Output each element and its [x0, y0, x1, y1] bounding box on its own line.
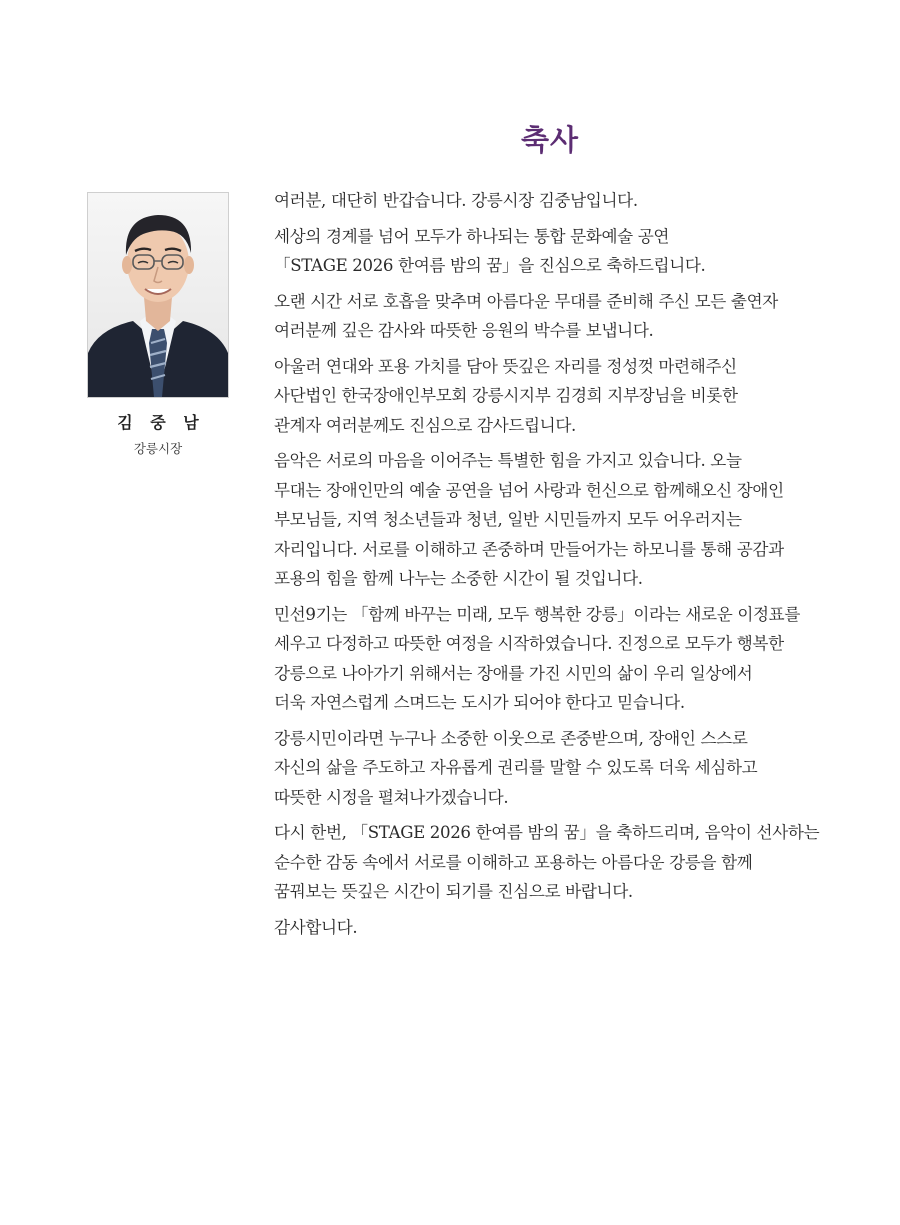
text-line: 강릉시민이라면 누구나 소중한 이웃으로 존중받으며, 장애인 스스로: [274, 728, 748, 748]
paragraph-music: [274, 446, 826, 594]
text-line: 아울러 연대와 포용 가치를 담아 뜻깊은 자리를 정성껏 마련해주신: [274, 356, 737, 376]
paragraph-vision: [274, 600, 826, 718]
text-line: 자리입니다. 서로를 이해하고 존중하며 만들어가는 하모니를 통해 공감과: [274, 539, 784, 559]
paragraph-congratulations: [274, 222, 826, 281]
paragraph-thanks: [274, 913, 826, 943]
text-line: 순수한 감동 속에서 서로를 이해하고 포용하는 아름다운 강릉을 함께: [274, 852, 753, 872]
text-line: 사단법인 한국장애인부모회 강릉시지부 김경희 지부장님을 비롯한: [274, 386, 738, 405]
text-line: 음악은 서로의 마음을 이어주는 특별한 힘을 가지고 있습니다. 오늘: [274, 451, 742, 470]
text-line: 관계자 여러분께도 진심으로 감사드립니다.: [274, 415, 576, 435]
paragraph-performers: [274, 287, 826, 346]
portrait-illustration: [88, 193, 228, 397]
profile-role: 강릉시장: [133, 441, 183, 456]
text-line: 오랜 시간 서로 호흡을 맞추며 아름다운 무대를 준비해 주신 모든 출연자: [274, 291, 778, 311]
paragraph-greeting: [274, 186, 826, 216]
paragraph-organizers: [274, 352, 826, 441]
text-line: 자신의 삶을 주도하고 자유롭게 권리를 말할 수 있도록 더욱 세심하고: [274, 758, 758, 777]
text-line: 무대는 장애인만의 예술 공연을 넘어 사랑과 헌신으로 함께해오신 장애인: [274, 480, 784, 500]
text-line: 다시 한번, 「STAGE 2026 한여름 밤의 꿈」을 축하드리며, 음악이 선사하는: [274, 823, 820, 842]
text-line: 민선9기는 「함께 바꾸는 미래, 모두 행복한 강릉」이라는 새로운 이정표를: [274, 604, 801, 624]
profile-name: 김 중 남: [117, 413, 205, 432]
text-line: 세상의 경계를 넘어 모두가 하나되는 통합 문화예술 공연: [274, 226, 670, 246]
text-line: 따뜻한 시정을 펼쳐나가겠습니다.: [274, 787, 509, 807]
text-line: 세우고 다정하고 따뜻한 여정을 시작하였습니다. 진정으로 모두가 행복한: [274, 634, 784, 653]
text-line: 감사합니다.: [274, 917, 358, 937]
paragraph-commitment: [274, 724, 826, 813]
portrait-photo: [87, 192, 229, 398]
text-line: 「STAGE 2026 한여름 밤의 꿈」을 진심으로 축하드립니다.: [274, 256, 706, 275]
paragraph-closing: [274, 818, 826, 907]
text-line: 더욱 자연스럽게 스며드는 도시가 되어야 한다고 믿습니다.: [274, 693, 685, 712]
text-line: 꿈꿔보는 뜻깊은 시간이 되기를 진심으로 바랍니다.: [274, 882, 633, 901]
text-line: 여러분께 깊은 감사와 따뜻한 응원의 박수를 보냅니다.: [274, 321, 654, 340]
letter-body: [274, 186, 826, 948]
page-title: 축사: [520, 123, 580, 157]
text-line: 여러분, 대단히 반갑습니다. 강릉시장 김중남입니다.: [274, 191, 638, 210]
profile-card: [87, 192, 229, 457]
text-line: 포용의 힘을 함께 나누는 소중한 시간이 될 것입니다.: [274, 569, 643, 588]
text-line: 강릉으로 나아가기 위해서는 장애를 가진 시민의 삶이 우리 일상에서: [274, 663, 753, 683]
text-line: 부모님들, 지역 청소년들과 청년, 일반 시민들까지 모두 어우러지는: [274, 510, 742, 529]
